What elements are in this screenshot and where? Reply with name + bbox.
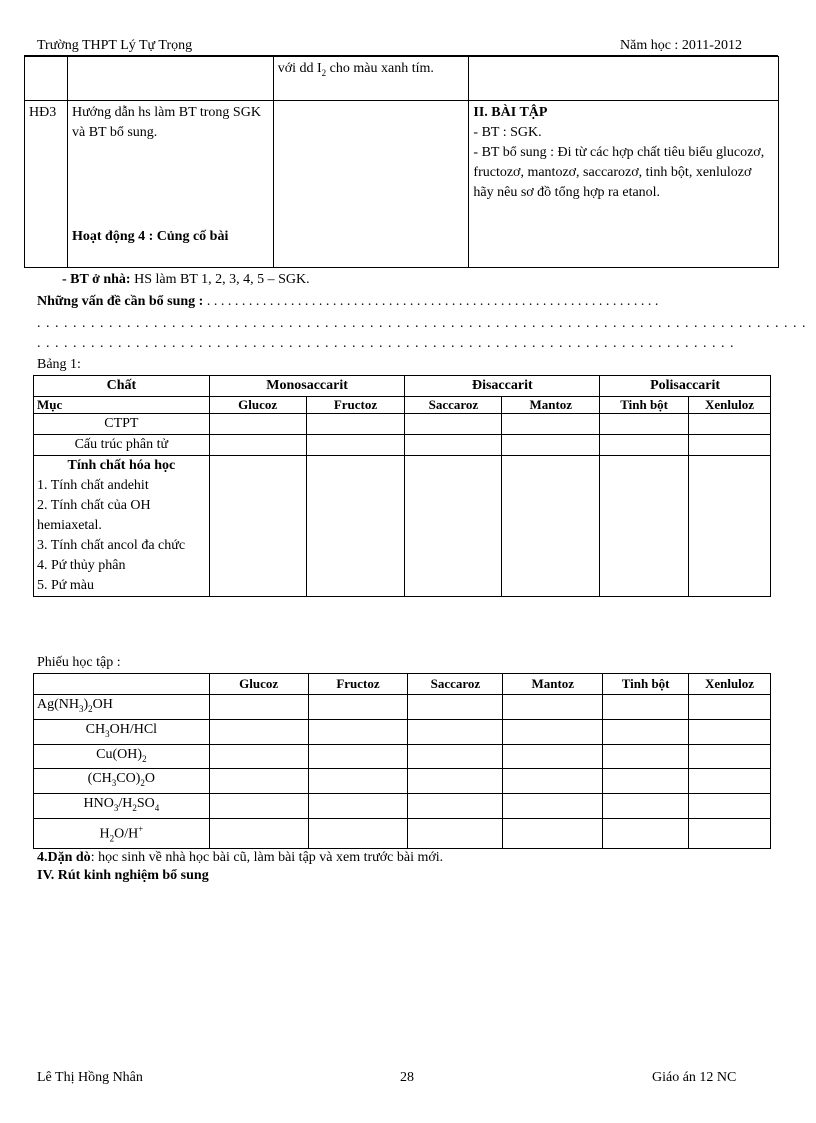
cell (67, 57, 273, 101)
cell (306, 456, 405, 597)
cell (600, 456, 689, 597)
carbohydrate-table (33, 375, 771, 597)
cell (408, 719, 503, 744)
column-header: Saccaroz (405, 397, 502, 414)
dots-line: . . . . . . . . . . . . . . . . . . . . . . . . . . . . . . . . . . . . . . . . . . . . . . . . . . . . . . . . . . . . . . . . . . . . . . . . . . . . . . . . . . . . . . (37, 316, 807, 331)
cell (408, 695, 503, 720)
cell (405, 435, 502, 456)
cell (25, 57, 68, 101)
reagent-label: $Ag(NH_3)_2OH$ (34, 695, 210, 720)
cell (308, 744, 408, 769)
homework-line (62, 272, 310, 288)
cell (603, 719, 689, 744)
table-row (34, 744, 771, 769)
row-label: Tính chất hóa học (67, 458, 176, 473)
cell (209, 435, 306, 456)
cell (273, 57, 469, 101)
cell (209, 456, 306, 597)
table-row (34, 769, 771, 794)
cell (209, 414, 306, 435)
cell (689, 818, 771, 848)
page-number: 28 (400, 1070, 414, 1085)
content-cell (469, 101, 779, 268)
reagent-label: $CH_3OH$/HCl (34, 719, 210, 744)
cell (503, 818, 603, 848)
row-label: Cấu trúc phân tử (34, 435, 210, 456)
cell (308, 769, 408, 794)
cell (405, 414, 502, 435)
cell (689, 719, 771, 744)
exercise-line: - BT : SGK. (473, 125, 542, 140)
cell (308, 695, 408, 720)
table-caption: Bảng 1: (37, 357, 81, 372)
cell-text: với dd I (277, 61, 322, 76)
cell (689, 414, 771, 435)
cell (408, 769, 503, 794)
cell (689, 435, 771, 456)
corner-cell (34, 674, 210, 695)
cell (209, 744, 308, 769)
group-header: Polisaccarit (600, 376, 771, 397)
cell (603, 744, 689, 769)
school-year: Năm học : 2011-2012 (620, 38, 742, 53)
table-row (34, 435, 771, 456)
assignment-label: 4.Dặn dò (37, 850, 91, 865)
table-row (25, 57, 779, 101)
property-item: 5. Pứ màu (37, 578, 94, 593)
table-row (25, 101, 779, 268)
table-row (34, 397, 771, 414)
worksheet-caption: Phiếu học tập : (37, 655, 121, 670)
column-header: Xenluloz (689, 397, 771, 414)
cell (502, 456, 600, 597)
property-item: 3. Tính chất ancol đa chức (37, 538, 186, 553)
cell (209, 719, 308, 744)
reagent-label: $(CH_3CO)_2O$ (34, 769, 210, 794)
column-header: Tinh bột (603, 674, 689, 695)
cell (503, 744, 603, 769)
cell (603, 769, 689, 794)
footer-doc-title: Giáo án 12 NC (652, 1070, 737, 1085)
column-header: Mantoz (502, 397, 600, 414)
group-header: Monosaccarit (209, 376, 405, 397)
column-header: Fructoz (308, 674, 408, 695)
activity-4-heading: Hoạt động 4 : Củng cố bài (71, 229, 229, 244)
cell (689, 744, 771, 769)
cell (689, 794, 771, 819)
worksheet-table (33, 673, 771, 849)
table-row (34, 818, 771, 848)
teacher-activity (67, 101, 273, 268)
cell (209, 769, 308, 794)
cell (503, 719, 603, 744)
cell (600, 435, 689, 456)
cell-text: cho màu xanh tím. (326, 61, 434, 76)
cell (408, 818, 503, 848)
table-row (34, 414, 771, 435)
assignment-line (37, 850, 443, 866)
property-item: 2. Tính chất của OH hemiaxetal. (37, 498, 151, 533)
cell (308, 818, 408, 848)
reagent-label: $Cu(OH)_2$ (34, 744, 210, 769)
cell (503, 769, 603, 794)
cell (308, 719, 408, 744)
cell (469, 57, 779, 101)
cell (603, 695, 689, 720)
cell (306, 414, 405, 435)
homework-text: HS làm BT 1, 2, 3, 4, 5 – SGK. (130, 272, 310, 287)
dots: . . . . . . . . . . . . . . . . . . . . . . . . . . . . . . . . . . . . . . . . . . . . . . . . . . . . . . . . . . . . . . . . . (203, 294, 659, 309)
cell (503, 794, 603, 819)
table-row (34, 674, 771, 695)
reagent-label: $H_2O/H^+$ (34, 818, 210, 848)
column-header: Glucoz (209, 674, 308, 695)
cell (502, 435, 600, 456)
lesson-activity-table (24, 56, 779, 268)
cell (689, 769, 771, 794)
subscript: 2 (321, 67, 327, 78)
cell (209, 695, 308, 720)
table-row (34, 719, 771, 744)
school-name: Trường THPT Lý Tự Trọng (37, 38, 193, 53)
exercise-line: - BT bổ sung : Đi từ các hợp chất tiêu biểu glucozơ, fructozơ, mantozơ, saccarozơ, tinh bột, xenlulozơ hãy nêu sơ đồ tổng hợp ra etanol. (473, 145, 765, 200)
cell (405, 456, 502, 597)
table-row (34, 376, 771, 397)
table-row (34, 456, 771, 597)
column-header: Saccaroz (408, 674, 503, 695)
cell (503, 695, 603, 720)
property-item: 4. Pứ thủy phân (37, 558, 126, 573)
muc-header: Mục (34, 397, 210, 414)
cell (209, 818, 308, 848)
column-header: Xenluloz (689, 674, 771, 695)
activity-id: HĐ3 (25, 101, 68, 268)
cell (408, 744, 503, 769)
chat-header: Chất (34, 376, 210, 397)
chemical-properties-cell (34, 456, 210, 597)
row-label: CTPT (34, 414, 210, 435)
cell (306, 435, 405, 456)
teacher-activity-text: Hướng dẫn hs làm BT trong SGK và BT bổ sung. (71, 105, 261, 140)
cell (408, 794, 503, 819)
table-row (34, 695, 771, 720)
homework-label: - BT ở nhà: (62, 272, 131, 287)
column-header: Mantoz (503, 674, 603, 695)
column-header: Fructoz (306, 397, 405, 414)
cell (603, 818, 689, 848)
section-heading: IV. Rút kinh nghiệm bổ sung (37, 868, 209, 883)
cell (689, 695, 771, 720)
column-header: Tinh bột (600, 397, 689, 414)
property-item: 1. Tính chất andehit (37, 478, 149, 493)
cell (600, 414, 689, 435)
group-header: Đisaccarit (405, 376, 600, 397)
column-header: Glucoz (209, 397, 306, 414)
footer-author: Lê Thị Hồng Nhân (37, 1070, 143, 1085)
cell (308, 794, 408, 819)
cell (209, 794, 308, 819)
table-row (34, 794, 771, 819)
exercise-heading: II. BÀI TẬP (473, 105, 548, 120)
cell (273, 101, 469, 268)
cell (502, 414, 600, 435)
cell (689, 456, 771, 597)
supplement-label: Những vấn đề cần bổ sung : (37, 294, 204, 309)
reagent-label: $HNO_3/H_2SO_4$ (34, 794, 210, 819)
dots-line: . . . . . . . . . . . . . . . . . . . . . . . . . . . . . . . . . . . . . . . . . . . . . . . . . . . . . . . . . . . . . . . . . . . . . . . . . . . . . . (37, 336, 735, 351)
cell (603, 794, 689, 819)
assignment-text: : học sinh về nhà học bài cũ, làm bài tập và xem trước bài mới. (90, 850, 444, 865)
supplement-line (37, 294, 658, 310)
